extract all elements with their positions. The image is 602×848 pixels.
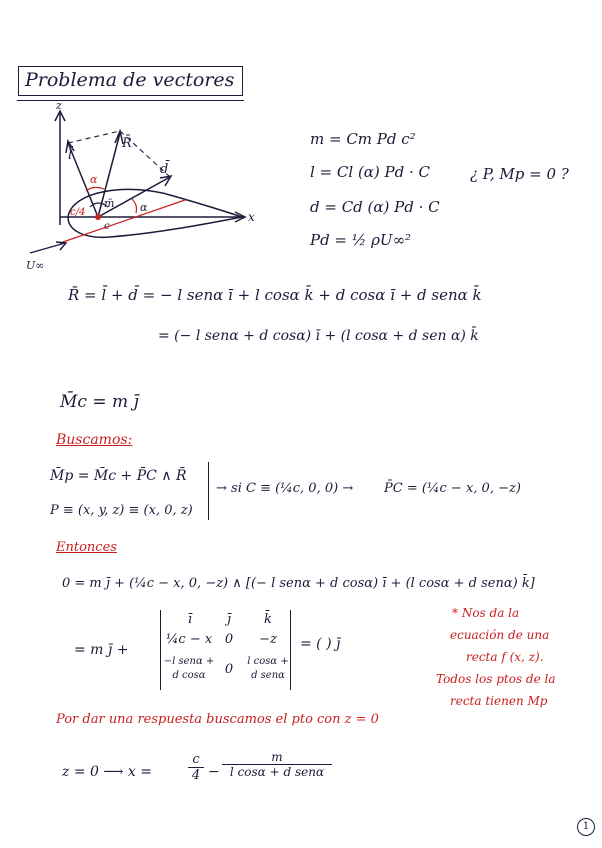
eq-z0-minus: −: [208, 764, 220, 780]
def-moment: m = Cm Pd c²: [310, 130, 416, 148]
det-r2c3: −z: [259, 632, 277, 647]
label-u-inf: U∞: [26, 259, 45, 272]
eq-z0-lhs: z = 0 ⟶ x =: [62, 764, 152, 780]
heading-entonces: Entonces: [56, 540, 117, 555]
freestream-arrow: [30, 243, 65, 253]
note-line-2: ecuación de una: [450, 628, 550, 642]
angle-arc-2: [132, 199, 137, 213]
label-resultant: R̄: [122, 136, 132, 151]
label-alpha-2: α: [140, 201, 148, 214]
label-drag: d̄: [160, 162, 169, 177]
det-r3c3b: d senα: [251, 670, 285, 681]
por-dar-text: Por dar una respuesta buscamos el pto con z = 0: [56, 712, 379, 727]
quarter-chord-point: [95, 214, 101, 220]
def-lift: l = Cl (α) Pd · C: [310, 163, 431, 181]
def-pd: Pd = ½ ρU∞²: [310, 231, 412, 249]
frac-b-den: l cosα + d senα: [229, 765, 325, 779]
det-r3c1b: d cosα: [172, 670, 206, 681]
label-alpha-1: α: [90, 173, 98, 186]
det-j: j̄: [226, 612, 232, 627]
eq-si-C: → si C ≡ (¼c, 0, 0) →: [216, 481, 354, 496]
note-line-5: recta tienen Mp: [450, 694, 548, 708]
det-left-bar: [160, 610, 161, 690]
airfoil-diagram: [20, 95, 290, 275]
page-number: 1: [577, 818, 595, 836]
det-i: ī: [187, 612, 193, 627]
frac-a-num: c: [188, 752, 204, 768]
question: ¿ P, Mp = 0 ?: [470, 165, 569, 183]
eq-PC: P̄C = (¼c − x, 0, −z): [384, 481, 521, 496]
det-r3c2: 0: [224, 662, 234, 677]
note-line-1: * Nos da la: [452, 606, 520, 620]
label-c: c: [104, 221, 110, 232]
frac-a: [188, 752, 204, 783]
frac-b-num: m: [222, 750, 332, 765]
frac-a-den: 4: [191, 768, 201, 783]
note: [436, 602, 556, 712]
frac-b: [222, 750, 332, 779]
label-lift: l̄: [68, 148, 73, 163]
note-line-3: recta f (x, z).: [466, 650, 544, 664]
eq-det-lhs: = m j̄ +: [74, 642, 129, 658]
eq-zero: 0 = m j̄ + (¼c − x, 0, −z) ∧ [(− l senα + d cosα) ī + (l cosα + d senα) k̄]: [62, 576, 535, 591]
det-r3c1a: −l senα +: [163, 656, 215, 667]
label-moment: m̄: [104, 197, 115, 210]
det-r2c2: 0: [224, 632, 234, 647]
eq-R-line1: R̄ = l̄ + d̄ = − l senα ī + l cosα k̄ + d cosα ī + d senα k̄: [68, 286, 482, 304]
label-x: x: [248, 210, 255, 224]
note-line-4: Todos los ptos de la: [436, 672, 556, 686]
det-r3c3a: l cosα +: [247, 656, 289, 667]
eq-det-rhs: = ( ) j̄: [300, 636, 341, 652]
label-c4: c/4: [70, 207, 86, 218]
eq-R-line2: = (− l senα + d cosα) ī + (l cosα + d sen α) k̄: [158, 328, 479, 344]
heading-buscamos: Buscamos:: [56, 432, 133, 448]
det-r2c1: ¼c − x: [165, 632, 213, 647]
airfoil-shape: [68, 189, 242, 237]
angle-arc-1: [86, 187, 104, 191]
label-z: z: [56, 99, 62, 112]
eq-Mc: M̄c = m j̄: [60, 392, 139, 412]
bracket: [208, 462, 209, 520]
det-k: k̄: [264, 612, 272, 627]
def-drag: d = Cd (α) Pd · C: [310, 198, 440, 216]
page-title: Problema de vectores: [18, 66, 243, 96]
det-right-bar: [290, 610, 291, 690]
dashed-line: [68, 131, 120, 143]
eq-P: P ≡ (x, y, z) ≡ (x, 0, z): [50, 503, 193, 518]
eq-Mp: M̄p = M̄c + P̄C ∧ R̄: [50, 468, 187, 484]
